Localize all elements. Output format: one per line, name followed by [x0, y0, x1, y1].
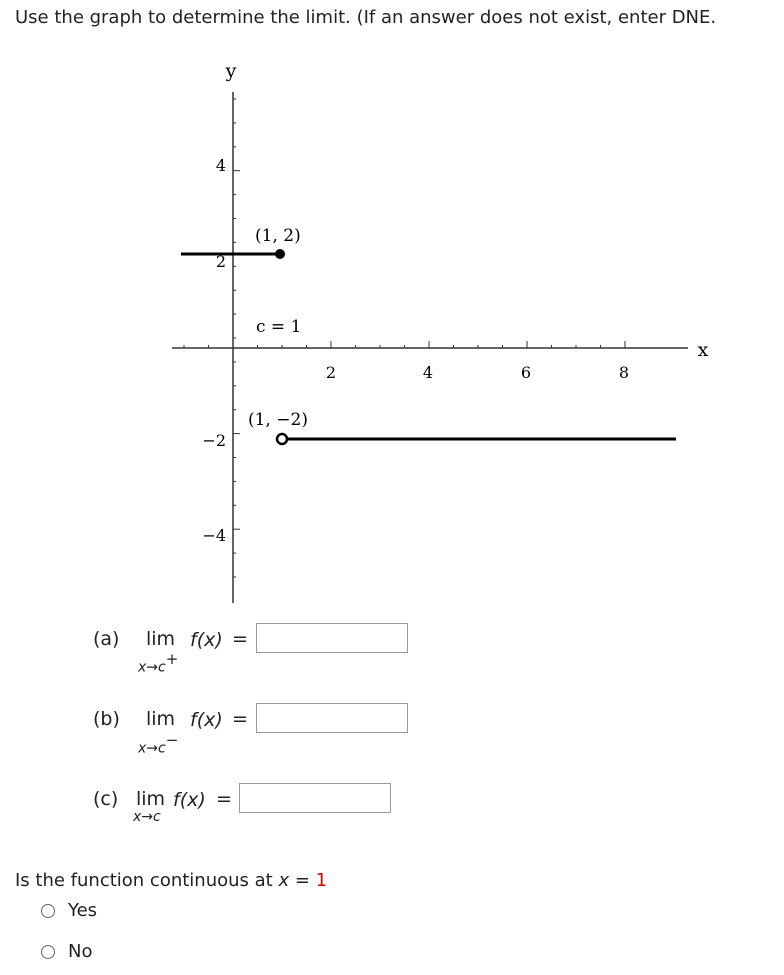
lim-c: lim — [136, 788, 166, 810]
x-tick-label: 8 — [618, 363, 630, 382]
instruction-text: Use the graph to determine the limit. (If an answer does not exist, enter DNE. — [15, 7, 717, 28]
c-label: c = 1 — [256, 317, 302, 337]
lim-a: lim — [146, 628, 176, 650]
lim-c-subscript: x→c — [133, 809, 161, 825]
x-tick-label: 2 — [325, 363, 337, 382]
equals-a: = — [232, 628, 248, 650]
x-axis-label: x — [697, 339, 709, 361]
y-tick-label: −2 — [202, 431, 226, 450]
lim-a-subscript: x→c+ — [138, 650, 179, 676]
part-a-label: (a) — [93, 628, 120, 650]
point-label-bottom: (1, −2) — [248, 410, 308, 430]
x-axis-ticks — [184, 341, 625, 348]
continuity-question: Is the function continuous at x = 1 — [15, 870, 328, 891]
y-axis-label: y — [225, 60, 237, 82]
func-c: f(x) — [173, 789, 206, 811]
highlight-value: 1 — [315, 870, 328, 891]
y-tick-label: 2 — [215, 252, 226, 271]
radio-yes[interactable] — [41, 904, 55, 918]
lim-b-subscript: x→c− — [138, 731, 179, 757]
x-tick-label: 6 — [520, 363, 532, 382]
y-tick-label: −4 — [202, 526, 226, 545]
func-b: f(x) — [190, 709, 223, 731]
y-tick-label: 4 — [215, 156, 226, 175]
point-label-top: (1, 2) — [255, 226, 301, 246]
part-b-label: (b) — [93, 708, 120, 730]
option-yes-label: Yes — [68, 900, 98, 921]
closed-point-1-2 — [275, 249, 285, 259]
option-yes[interactable] — [41, 900, 97, 921]
func-a: f(x) — [190, 629, 223, 651]
answer-a-input[interactable] — [256, 623, 408, 653]
option-no[interactable] — [41, 941, 92, 962]
equals-b: = — [232, 708, 248, 730]
answer-b-input[interactable] — [256, 703, 408, 733]
lim-b: lim — [146, 708, 176, 730]
x-tick-label: 4 — [422, 363, 434, 382]
y-axis-ticks — [233, 99, 240, 577]
option-no-label: No — [68, 941, 93, 962]
part-c-label: (c) — [93, 788, 119, 810]
open-point-1-neg2 — [277, 434, 287, 444]
radio-no[interactable] — [41, 945, 55, 959]
answer-c-input[interactable] — [239, 783, 391, 813]
equals-c: = — [216, 788, 232, 810]
